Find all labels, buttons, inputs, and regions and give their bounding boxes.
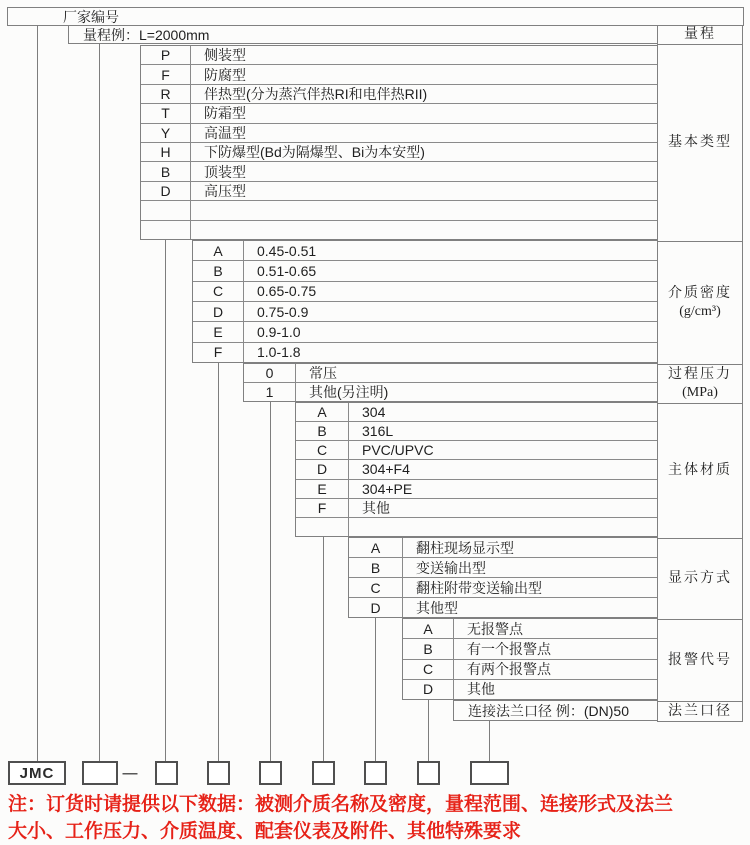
option-row bbox=[349, 577, 657, 597]
option-row bbox=[349, 597, 657, 617]
option-desc bbox=[349, 518, 657, 536]
option-code: F bbox=[193, 343, 244, 362]
option-row bbox=[193, 301, 657, 321]
option-code: D bbox=[141, 182, 191, 200]
option-row bbox=[244, 382, 657, 401]
option-code: H bbox=[141, 143, 191, 161]
ordering-note-line2: 大小、工作压力、介质温度、配套仪表及附件、其他特殊要求 bbox=[8, 821, 522, 842]
option-desc: 变送输出型 bbox=[416, 559, 486, 576]
category-display-mode-label: 显示方式 bbox=[668, 571, 732, 586]
option-row bbox=[296, 440, 657, 459]
option-row bbox=[193, 241, 657, 260]
option-code: B bbox=[403, 639, 454, 658]
option-desc: 高温型 bbox=[204, 124, 246, 141]
option-desc: 0.51-0.65 bbox=[257, 262, 317, 279]
category-body-material-label: 主体材质 bbox=[668, 463, 732, 478]
option-row-empty bbox=[141, 200, 657, 219]
option-row bbox=[141, 84, 657, 103]
option-desc: 防霜型 bbox=[204, 105, 246, 122]
category-medium-density-label: 介质密度 bbox=[668, 286, 732, 301]
range-example-label: 量程例：L=2000mm bbox=[83, 26, 210, 43]
connector-line-display bbox=[375, 618, 376, 762]
option-code: E bbox=[193, 322, 244, 341]
option-row-empty bbox=[296, 517, 657, 536]
option-row bbox=[141, 46, 657, 64]
category-flange-size bbox=[658, 701, 742, 721]
category-alarm-code bbox=[658, 619, 742, 701]
flange-size-desc: 连接法兰口径 例：(DN)50 bbox=[468, 702, 630, 719]
option-code: D bbox=[349, 598, 403, 617]
code-box-material bbox=[312, 761, 335, 785]
option-code: B bbox=[296, 422, 349, 440]
option-desc: 有一个报警点 bbox=[467, 640, 551, 657]
option-code: R bbox=[141, 85, 191, 103]
code-box-range bbox=[82, 761, 118, 785]
category-medium-density bbox=[658, 241, 742, 364]
option-desc: 1.0-1.8 bbox=[257, 344, 301, 361]
code-box-display bbox=[364, 761, 387, 785]
option-code: B bbox=[193, 261, 244, 280]
option-desc: 翻柱现场显示型 bbox=[416, 539, 514, 556]
category-body-material bbox=[658, 403, 742, 538]
option-desc: 0.65-0.75 bbox=[257, 283, 317, 300]
option-row bbox=[296, 421, 657, 440]
option-desc: 伴热型(分为蒸汽伴热RI和电伴热RII) bbox=[204, 86, 428, 103]
option-row bbox=[296, 498, 657, 517]
option-desc: 316L bbox=[362, 423, 394, 440]
category-basic-type bbox=[658, 44, 742, 241]
option-code: C bbox=[193, 282, 244, 301]
manufacturer-code-label: 厂家编号 bbox=[63, 8, 119, 25]
option-row bbox=[141, 103, 657, 122]
option-code: D bbox=[193, 302, 244, 321]
manufacturer-code-row bbox=[7, 7, 744, 26]
option-desc bbox=[191, 201, 657, 219]
category-label-column bbox=[657, 25, 743, 722]
option-row bbox=[296, 459, 657, 478]
option-code: E bbox=[296, 480, 349, 498]
display-mode-table bbox=[348, 537, 658, 618]
option-desc: 侧装型 bbox=[204, 47, 246, 64]
category-process-pressure-unit: (MPa) bbox=[682, 385, 718, 400]
option-code: C bbox=[349, 578, 403, 597]
option-desc: 0.45-0.51 bbox=[257, 242, 317, 259]
code-box-basic-type bbox=[155, 761, 178, 785]
option-row-empty bbox=[141, 220, 657, 239]
ordering-note-line1: 注：订货时请提供以下数据：被测介质名称及密度，量程范围、连接形式及法兰 bbox=[8, 794, 674, 815]
option-code: A bbox=[193, 241, 244, 260]
category-display-mode bbox=[658, 538, 742, 619]
option-row bbox=[403, 659, 657, 679]
option-code bbox=[141, 201, 191, 219]
ordering-note bbox=[8, 791, 748, 845]
option-row bbox=[349, 557, 657, 577]
option-row bbox=[403, 638, 657, 658]
option-desc: 顶装型 bbox=[204, 163, 246, 180]
category-process-pressure bbox=[658, 364, 742, 403]
option-row bbox=[141, 181, 657, 200]
option-row bbox=[403, 619, 657, 638]
option-desc: 304+F4 bbox=[362, 461, 410, 478]
body-material-table bbox=[295, 402, 658, 537]
option-row bbox=[296, 479, 657, 498]
connector-line-material bbox=[323, 537, 324, 762]
basic-type-table bbox=[140, 45, 658, 240]
option-desc: 304 bbox=[362, 404, 386, 421]
option-code: F bbox=[141, 65, 191, 83]
option-code: D bbox=[296, 460, 349, 478]
code-box-alarm bbox=[417, 761, 440, 785]
flange-size-row bbox=[453, 700, 658, 721]
option-row bbox=[296, 403, 657, 421]
connector-line-manufacturer bbox=[37, 25, 38, 762]
connector-line-alarm bbox=[428, 700, 429, 762]
option-desc: 常压 bbox=[309, 365, 337, 381]
code-separator: — bbox=[122, 764, 138, 782]
option-row bbox=[193, 281, 657, 301]
category-range-label: 量程 bbox=[684, 27, 716, 42]
connector-line-range bbox=[99, 43, 100, 762]
medium-density-table bbox=[192, 240, 658, 363]
option-code: B bbox=[141, 162, 191, 180]
option-desc bbox=[191, 221, 657, 239]
option-code: P bbox=[141, 46, 191, 64]
option-code: D bbox=[403, 680, 454, 699]
category-alarm-code-label: 报警代号 bbox=[668, 652, 732, 668]
option-code bbox=[296, 518, 349, 536]
option-desc: 高压型 bbox=[204, 183, 246, 200]
option-code: A bbox=[349, 538, 403, 557]
option-code: A bbox=[296, 403, 349, 421]
option-desc: 翻柱附带变送输出型 bbox=[416, 579, 542, 596]
category-range bbox=[658, 26, 742, 44]
option-desc: 无报警点 bbox=[467, 620, 523, 637]
option-code: 0 bbox=[244, 364, 296, 382]
option-row bbox=[141, 123, 657, 142]
option-desc: 其他(另注明) bbox=[309, 384, 389, 400]
alarm-code-table bbox=[402, 618, 658, 700]
option-code: C bbox=[296, 441, 349, 459]
connector-line-pressure bbox=[270, 402, 271, 762]
category-medium-density-unit: (g/cm³) bbox=[679, 304, 721, 319]
option-row bbox=[193, 342, 657, 362]
option-code: F bbox=[296, 499, 349, 517]
option-code bbox=[141, 221, 191, 239]
process-pressure-table bbox=[243, 363, 658, 402]
option-code: A bbox=[403, 619, 454, 638]
option-desc: PVC/UPVC bbox=[362, 442, 434, 459]
option-code: B bbox=[349, 558, 403, 577]
option-code: C bbox=[403, 660, 454, 679]
range-example-row bbox=[68, 25, 658, 44]
option-desc: 防腐型 bbox=[204, 66, 246, 83]
option-row bbox=[141, 142, 657, 161]
option-row bbox=[193, 260, 657, 280]
option-desc: 0.75-0.9 bbox=[257, 303, 309, 320]
option-row bbox=[244, 364, 657, 382]
connector-line-flange bbox=[489, 721, 490, 762]
model-prefix-box bbox=[8, 761, 66, 785]
option-code: 1 bbox=[244, 383, 296, 401]
code-box-pressure bbox=[259, 761, 282, 785]
code-box-density bbox=[207, 761, 230, 785]
option-row bbox=[141, 161, 657, 180]
connector-line-basic-type bbox=[165, 240, 166, 762]
option-row bbox=[141, 64, 657, 83]
option-desc: 其他 bbox=[362, 499, 390, 516]
connector-line-density bbox=[218, 363, 219, 762]
option-code: T bbox=[141, 104, 191, 122]
option-row bbox=[349, 538, 657, 557]
category-basic-type-label: 基本类型 bbox=[668, 135, 732, 150]
option-code: Y bbox=[141, 124, 191, 142]
option-desc: 其他 bbox=[467, 681, 495, 698]
option-row bbox=[403, 679, 657, 699]
category-process-pressure-label: 过程压力 bbox=[668, 367, 732, 382]
model-prefix-label: JMC bbox=[19, 764, 55, 782]
option-row bbox=[193, 321, 657, 341]
option-desc: 其他型 bbox=[416, 599, 458, 616]
option-desc: 下防爆型(Bd为隔爆型、Bi为本安型) bbox=[204, 144, 425, 161]
category-flange-size-label: 法兰口径 bbox=[668, 703, 732, 719]
code-box-flange bbox=[470, 761, 509, 785]
option-desc: 有两个报警点 bbox=[467, 661, 551, 678]
option-desc: 0.9-1.0 bbox=[257, 323, 301, 340]
option-desc: 304+PE bbox=[362, 480, 413, 497]
